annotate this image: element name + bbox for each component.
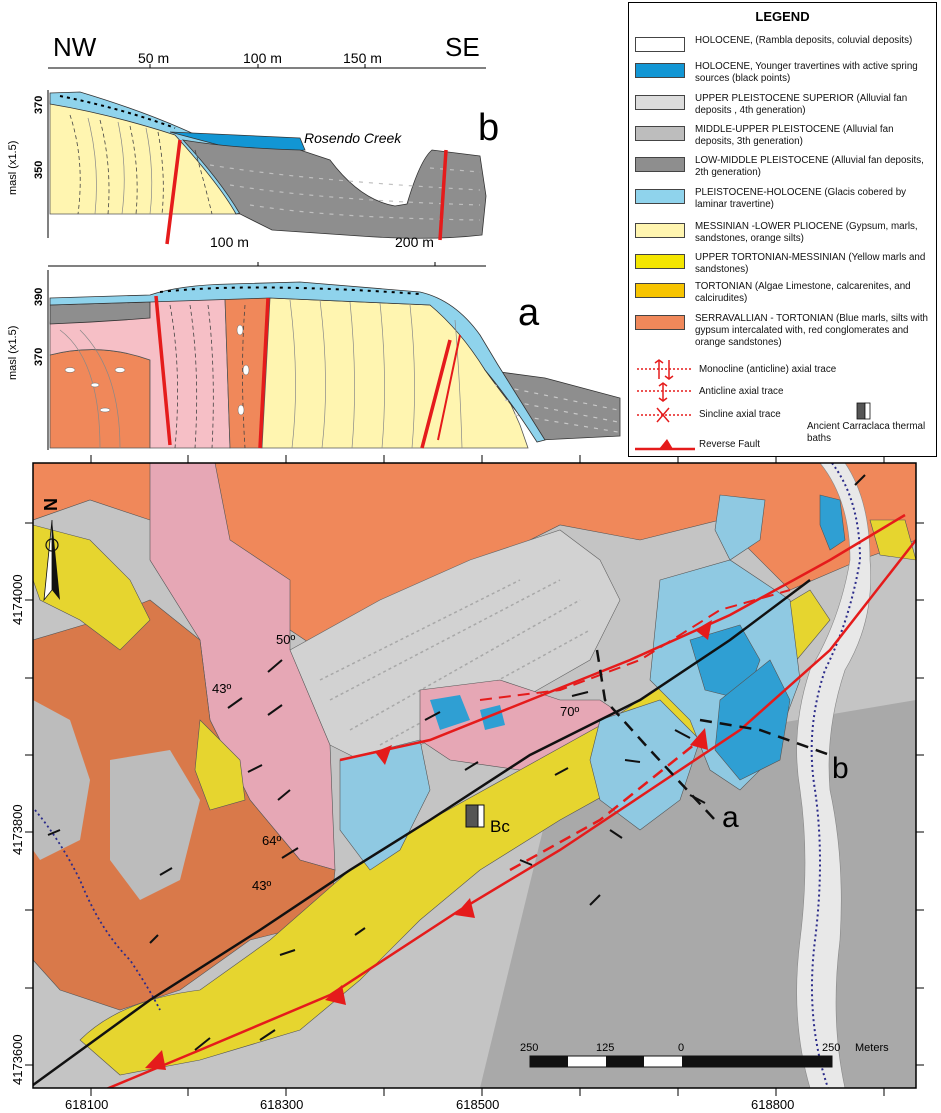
x-coord-label: 618300 xyxy=(260,1097,304,1112)
x-coord-label: 618800 xyxy=(751,1097,795,1112)
dip-label: 70º xyxy=(560,704,580,719)
section-a-elev-tick: 370 xyxy=(33,347,45,366)
baths-label: Bc xyxy=(490,817,510,836)
section-b-elev-tick: 370 xyxy=(33,95,45,114)
syncline-icon xyxy=(637,408,691,422)
section-b-scale-tick: 50 m xyxy=(138,50,170,66)
section-b-scale-tick: 150 m xyxy=(343,50,382,66)
y-coord-label: 4173800 xyxy=(10,804,25,855)
legend xyxy=(628,2,937,457)
legend-label: TORTONIAN (Algae Limestone, calcarenites, and calcirudites) xyxy=(695,281,911,304)
section-a-map-label: a xyxy=(722,801,739,834)
baths-legend-label: Ancient Carraclaca thermal baths xyxy=(807,421,926,444)
anticline-label: Anticline axial trace xyxy=(699,386,784,397)
monocline-icon xyxy=(637,360,691,379)
monocline-label: Monocline (anticline) axial trace xyxy=(699,364,837,375)
scale-label: 250 xyxy=(822,1042,841,1054)
syncline-label: Sincline axial trace xyxy=(699,409,781,420)
creek-label: Rosendo Creek xyxy=(304,130,402,146)
anticline-icon xyxy=(637,383,691,401)
section-b-map-label: b xyxy=(832,752,849,785)
y-coord-label: 4174000 xyxy=(10,574,25,625)
legend-label: SERRAVALLIAN - TORTONIAN (Blue marls, silts with gypsum intercalated with, red conglomerates and orange sandstones) xyxy=(695,313,929,348)
cross-section-a xyxy=(7,234,620,450)
legend-label: MESSINIAN -LOWER PLIOCENE (Gypsum, marls, sandstones, orange silts) xyxy=(695,221,918,244)
legend-label: UPPER TORTONIAN-MESSINIAN (Yellow marls and sandstones) xyxy=(695,252,926,275)
section-a-scale-tick: 200 m xyxy=(395,234,434,250)
section-a-elev-tick: 390 xyxy=(33,287,45,306)
x-coord-label: 618100 xyxy=(65,1097,109,1112)
scale-label: 125 xyxy=(596,1042,615,1054)
legend-label: HOLOCENE, Younger travertines with active spring sources (black points) xyxy=(695,61,918,84)
x-coord-label: 618500 xyxy=(456,1097,500,1112)
section-b-dir-left: NW xyxy=(53,32,97,62)
reverse-fault-icon xyxy=(635,439,695,449)
dip-label: 43º xyxy=(212,681,232,696)
cross-section-b xyxy=(7,32,499,244)
section-a-label: a xyxy=(518,292,540,334)
north-label: N xyxy=(41,498,61,511)
section-a-axis-label: masl (x1.5) xyxy=(7,325,19,380)
section-b-dir-right: SE xyxy=(445,32,480,62)
legend-label: UPPER PLEISTOCENE SUPERIOR (Alluvial fan deposits , 4th generation) xyxy=(695,93,908,116)
dip-label: 43º xyxy=(252,878,272,893)
dip-label: 64º xyxy=(262,833,282,848)
legend-label: HOLOCENE, (Rambla deposits, coluvial deposits) xyxy=(695,35,913,46)
section-b-label: b xyxy=(478,107,500,149)
legend-title: LEGEND xyxy=(755,9,810,24)
section-b-scale-tick: 100 m xyxy=(243,50,282,66)
y-coord-label: 4173600 xyxy=(10,1034,25,1085)
legend-label: MIDDLE-UPPER PLEISTOCENE (Alluvial fan deposits, 3th generation) xyxy=(695,124,894,147)
scale-label: 0 xyxy=(678,1042,685,1054)
scale-unit: Meters xyxy=(855,1042,889,1054)
section-b-axis-label: masl (x1.5) xyxy=(7,140,19,195)
baths-icon xyxy=(857,403,870,419)
legend-label: LOW-MIDDLE PLEISTOCENE (Alluvial fan deposits, 2th generation) xyxy=(695,155,924,178)
legend-label: PLEISTOCENE-HOLOCENE (Glacis cobered by laminar travertine) xyxy=(695,187,907,210)
section-a-scale-tick: 100 m xyxy=(210,234,249,250)
dip-label: 50º xyxy=(276,632,296,647)
section-b-elev-tick: 350 xyxy=(33,160,45,179)
scale-label: 250 xyxy=(520,1042,539,1054)
reverse-fault-label: Reverse Fault xyxy=(699,439,760,450)
geological-map xyxy=(10,455,924,1112)
legend-symbols xyxy=(629,3,938,458)
